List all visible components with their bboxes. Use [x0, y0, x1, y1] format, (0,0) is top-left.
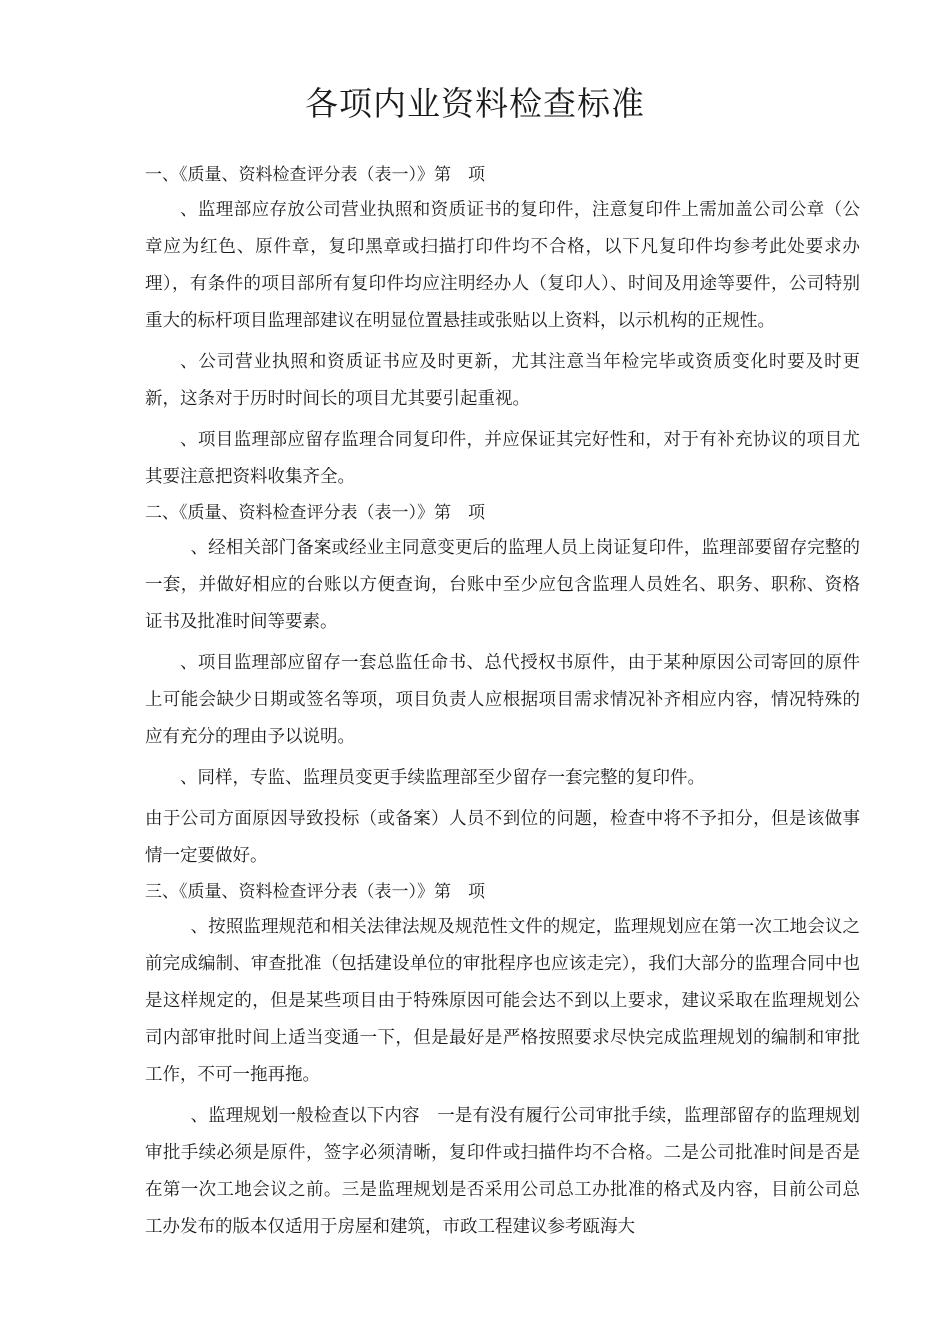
paragraph: 、经相关部门备案或经业主同意变更后的监理人员上岗证复印件，监理部要留存完整的一套，并做好相应的台账以方便查询，台账中至少应包含监理人员姓名、职务、职称、资格证书及批准时间等要素。 — [145, 538, 860, 632]
section-3 — [145, 879, 860, 1246]
section-heading: 三、《质量、资料检查评分表（表一）》第 项 — [145, 882, 485, 902]
section-heading: 一、《质量、资料检查评分表（表一）》第 项 — [145, 165, 485, 185]
paragraph: 由于公司方面原因导致投标（或备案）人员不到位的问题，检查中将不予扣分，但是该做事情一定要做好。 — [145, 809, 860, 866]
section-2 — [145, 500, 860, 875]
paragraph: 、监理部应存放公司营业执照和资质证书的复印件，注意复印件上需加盖公司公章（公章应为红色、原件章，复印黑章或扫描打印件均不合格，以下凡复印件均参考此处要求办理），有条件的项目部所有复印件均应注明经办人（复印人）、时间及用途等要件，公司特别重大的标杆项目监理部建议在明显位置悬挂或张贴以上资料，以示机构的正规性。 — [145, 200, 860, 331]
paragraph: 、项目监理部应留存监理合同复印件，并应保证其完好性和，对于有补充协议的项目尤其要注意把资料收集齐全。 — [145, 430, 860, 487]
paragraph: 、公司营业执照和资质证书应及时更新，尤其注意当年检完毕或资质变化时要及时更新，这条对于历时时间长的项目尤其要引起重视。 — [145, 352, 860, 409]
document-title: 各项内业资料检查标准 — [305, 84, 645, 123]
paragraph: 、监理规划一般检查以下内容 一是有没有履行公司审批手续，监理部留存的监理规划审批手续必须是原件，签字必须清晰，复印件或扫描件均不合格。二是公司批准时间是否是在第一次工地会议之前。三是监理规划是否采用公司总工办批准的格式及内容，目前公司总工办发布的版本仅适用于房屋和建筑，市政工程建议参考瓯海大 — [145, 1106, 860, 1237]
paragraph: 、项目监理部应留存一套总监任命书、总代授权书原件，由于某种原因公司寄回的原件上可能会缺少日期或签名等项，项目负责人应根据项目需求情况补齐相应内容，情况特殊的应有充分的理由予以说明。 — [145, 653, 860, 747]
paragraph: 、按照监理规范和相关法律法规及规范性文件的规定，监理规划应在第一次工地会议之前完成编制、审查批准（包括建设单位的审批程序也应该走完），我们大部分的监理合同中也是这样规定的，但是某些项目由于特殊原因可能会达不到以上要求，建议采取在监理规划公司内部审批时间上适当变通一下，但是最好是严格按照要求尽快完成监理规划的编制和审批工作，不可一拖再拖。 — [145, 917, 860, 1085]
section-1 — [145, 162, 860, 496]
paragraph: 、同样，专监、监理员变更手续监理部至少留存一套完整的复印件。 — [180, 768, 705, 788]
section-heading: 二、《质量、资料检查评分表（表一）》第 项 — [145, 503, 485, 523]
document-body — [145, 162, 860, 1250]
